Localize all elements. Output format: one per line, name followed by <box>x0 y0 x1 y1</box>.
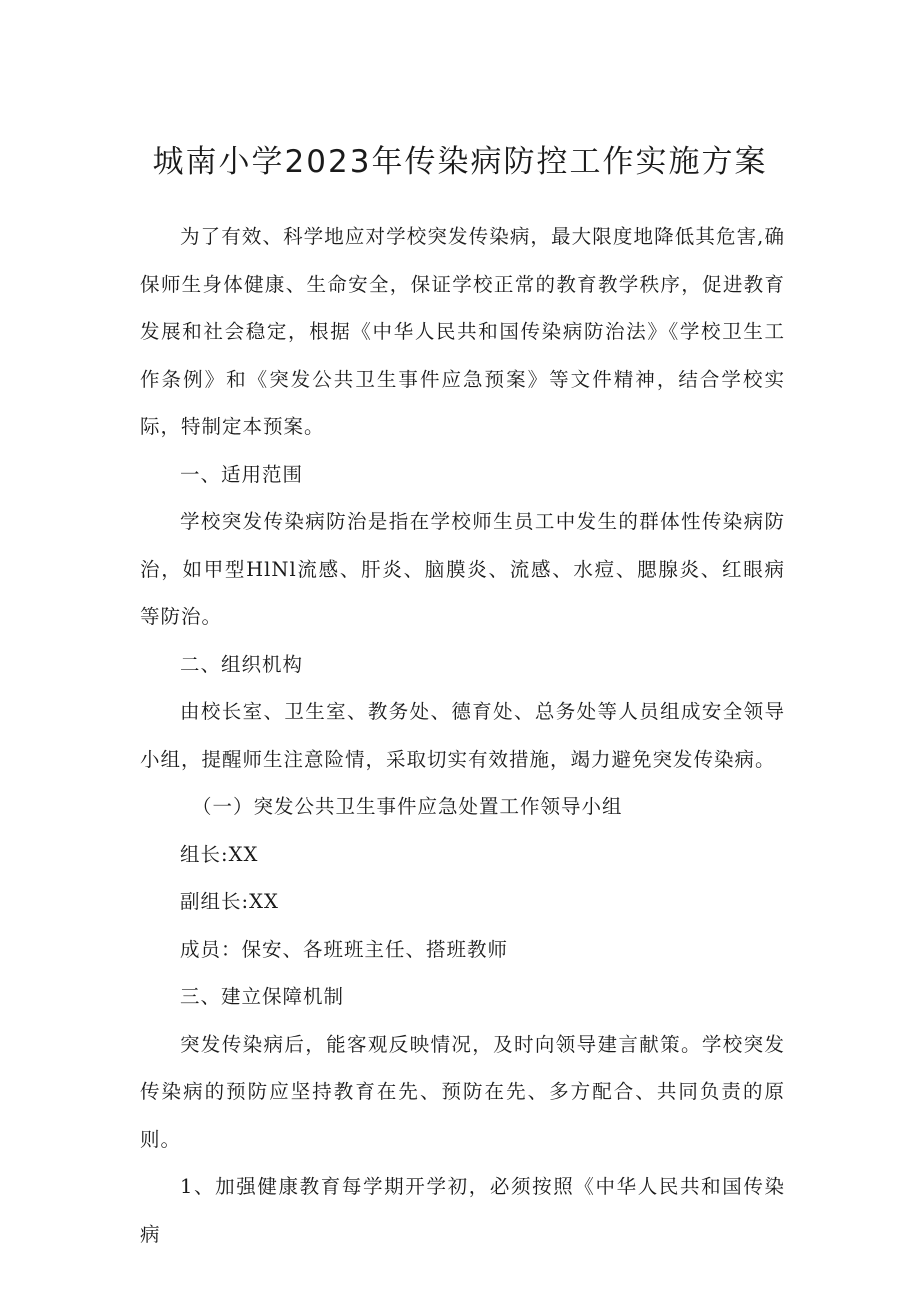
subsection-heading-leadership: （一）突发公共卫生事件应急处置工作领导小组 <box>192 795 623 818</box>
members-line: 成员：保安、各班班主任、搭班教师 <box>180 937 509 961</box>
intro-paragraph: 为了有效、科学地应对学校突发传染病，最大限度地降低其危害,确保师生身体健康、生命安全，保证学校正常的教育教学秩序，促进教育发展和社会稳定，根据《中华人民共和国传染病防治法》《学校卫生工作条例》和《突发公共卫生事件应急预案》等文件精神，结合学校实际，特制定本预案。 <box>140 225 785 438</box>
section-heading-mechanism: 三、建立保障机制 <box>180 985 345 1008</box>
section-heading-scope: 一、适用范围 <box>180 462 304 486</box>
organization-paragraph: 由校长室、卫生室、教务处、德育处、总务处等人员组成安全领导小组，提醒师生注意险情，采取切实有效措施，竭力避免突发传染病。 <box>140 700 785 771</box>
document-title: 城南小学2023年传染病防控工作实施方案 <box>152 144 768 180</box>
deputy-leader-line: 副组长:XX <box>180 890 279 913</box>
document-body <box>140 213 785 1258</box>
mechanism-paragraph: 突发传染病后，能客观反映情况，及时向领导建言献策。学校突发传染病的预防应坚持教育在先、预防在先、多方配合、共同负责的原则。 <box>140 1032 785 1151</box>
health-education-paragraph: 1、加强健康教育每学期开学初，必须按照《中华人民共和国传染病 <box>140 1175 785 1246</box>
leader-line: 组长:XX <box>180 842 259 866</box>
section-heading-organization: 二、组织机构 <box>180 652 304 676</box>
scope-paragraph: 学校突发传染病防治是指在学校师生员工中发生的群体性传染病防治，如甲型HlNl流感、肝炎、脑膜炎、流感、水痘、腮腺炎、红眼病等防治。 <box>140 510 785 628</box>
